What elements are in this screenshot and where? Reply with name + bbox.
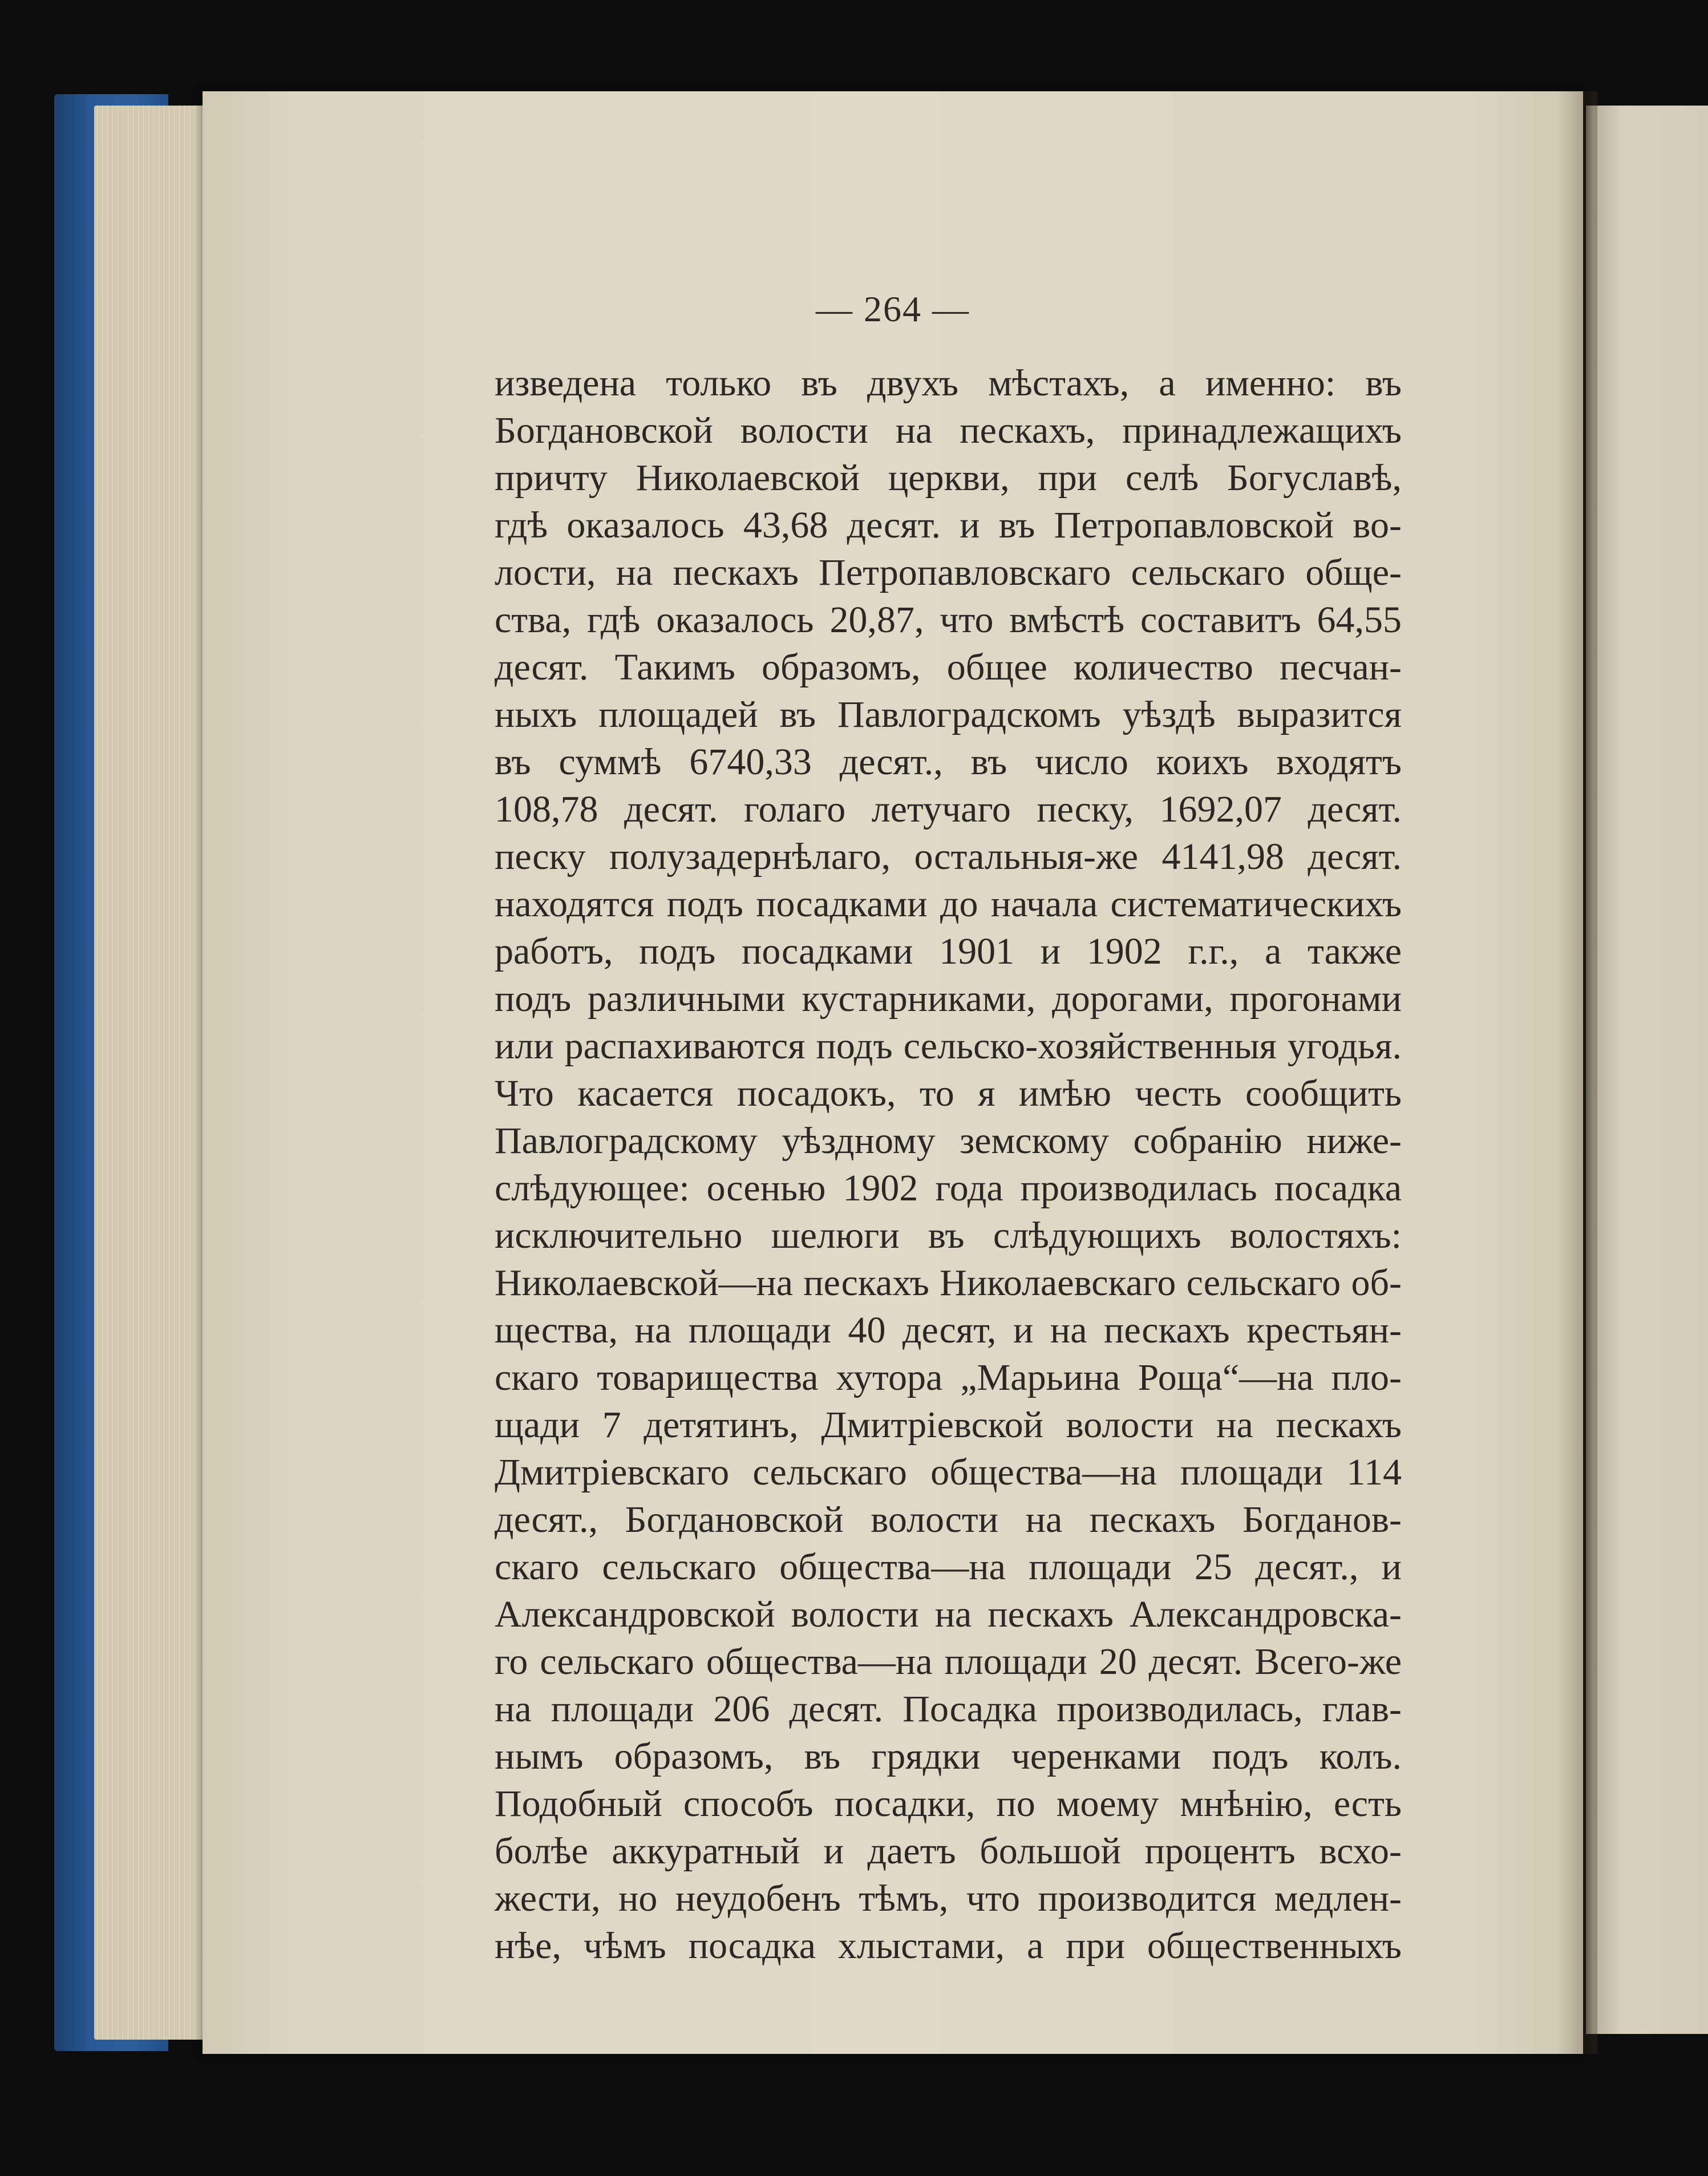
text-line: Богдановской волости на пескахъ, принадлежащихъ	[495, 410, 1402, 451]
text-line: десят. Такимъ образомъ, общее количество песчан-	[495, 646, 1402, 688]
text-line: подъ различными кустарниками, дорогами, прогонами	[495, 978, 1402, 1020]
text-line: гдѣ оказалось 43,68 десят. и въ Петропавловской во-	[495, 504, 1402, 546]
page-edges	[94, 106, 220, 2040]
text-line: Александровской волости на пескахъ Александровска-	[495, 1593, 1402, 1635]
text-line: 108,78 десят. голаго летучаго песку, 1692,07 десят.	[495, 788, 1402, 830]
text-line: жести, но неудобенъ тѣмъ, что производится медлен-	[495, 1878, 1402, 1919]
text-line: ства, гдѣ оказалось 20,87, что вмѣстѣ составитъ 64,55	[495, 599, 1402, 641]
text-line: скаго сельскаго общества—на площади 25 десят., и	[495, 1546, 1402, 1588]
gutter-shadow	[1557, 91, 1597, 2054]
page-number: — 264 —	[816, 289, 970, 329]
text-line: причту Николаевской церкви, при селѣ Богуславѣ,	[495, 457, 1402, 499]
text-line: работъ, подъ посадками 1901 и 1902 г.г., а также	[495, 931, 1402, 972]
page-body-text	[495, 359, 1402, 1969]
text-line: исключительно шелюги въ слѣдующихъ волостяхъ:	[495, 1215, 1402, 1256]
text-line: болѣе аккуратный и даетъ большой процентъ всхо-	[495, 1830, 1402, 1872]
text-line: Павлоградскому уѣздному земскому собранію ниже-	[495, 1120, 1402, 1162]
text-line: го сельскаго общества—на площади 20 десят. Всего-же	[495, 1641, 1402, 1682]
text-line: Подобный способъ посадки, по моему мнѣнію, есть	[495, 1783, 1402, 1825]
text-line: ныхъ площадей въ Павлоградскомъ уѣздѣ выразится	[495, 694, 1402, 735]
text-line: Что касается посадокъ, то я имѣю честь сообщить	[495, 1073, 1402, 1114]
text-line: слѣдующее: осенью 1902 года производилась посадка	[495, 1167, 1402, 1209]
text-line: находятся подъ посадками до начала систематическихъ	[495, 883, 1402, 925]
text-line: нѣе, чѣмъ посадка хлыстами, а при общественныхъ	[495, 1925, 1402, 1967]
text-line: въ суммѣ 6740,33 десят., въ число коихъ входятъ	[495, 741, 1402, 783]
text-line: изведена только въ двухъ мѣстахъ, а именно: въ	[495, 362, 1402, 404]
text-line: щества, на площади 40 десят, и на пескахъ крестьян-	[495, 1309, 1402, 1351]
text-line: лости, на пескахъ Петропавловскаго сельскаго обще-	[495, 552, 1402, 593]
text-line: скаго товарищества хутора „Марьина Роща“—на пло-	[495, 1357, 1402, 1398]
text-line: на площади 206 десят. Посадка производилась, глав-	[495, 1688, 1402, 1730]
text-line: нымъ образомъ, въ грядки черенками подъ колъ.	[495, 1736, 1402, 1777]
text-line: Дмитріевскаго сельскаго общества—на площади 114	[495, 1451, 1402, 1493]
book-page	[203, 91, 1583, 2054]
text-line: песку полузадернѣлаго, остальныя-же 4141,98 десят.	[495, 836, 1402, 877]
text-line: Николаевской—на пескахъ Николаевскаго сельскаго об-	[495, 1262, 1402, 1304]
text-line: десят., Богдановской волости на пескахъ Богданов-	[495, 1499, 1402, 1540]
next-page-edge	[1586, 106, 1708, 2034]
text-line: или распахиваются подъ сельско-хозяйственныя угодья.	[495, 1025, 1402, 1067]
text-line: щади 7 детятинъ, Дмитріевской волости на пескахъ	[495, 1404, 1402, 1446]
